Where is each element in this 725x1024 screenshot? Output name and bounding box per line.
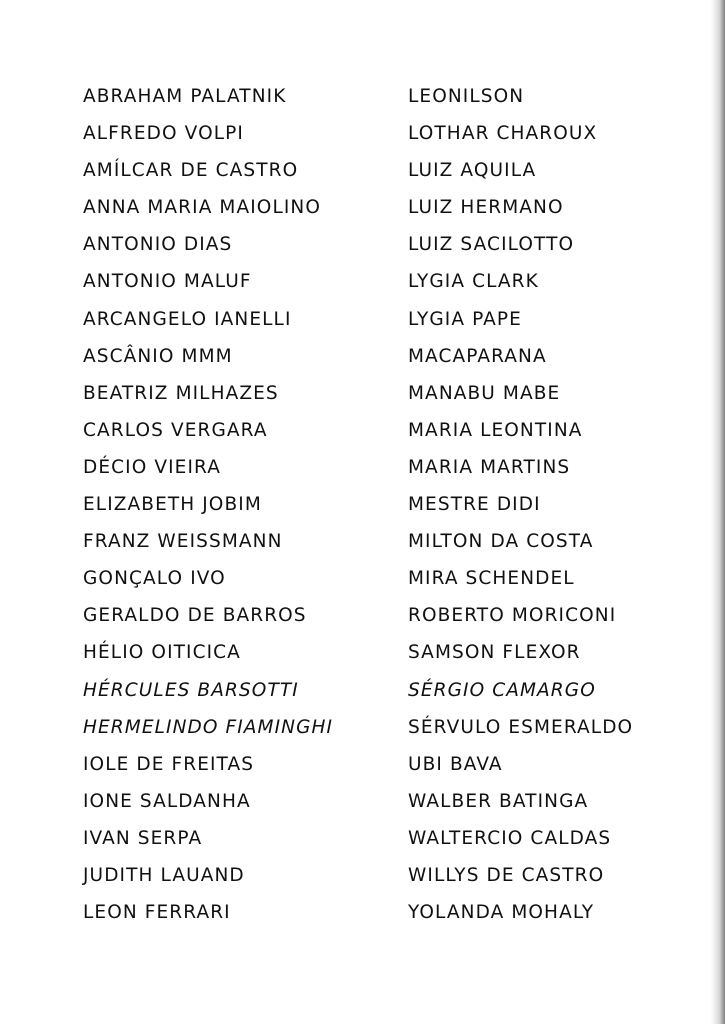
artist-name: LUIZ HERMANO: [408, 197, 564, 219]
artist-name: ASCÂNIO MMM: [83, 345, 233, 367]
artist-name: LYGIA PAPE: [408, 308, 522, 330]
artist-name: LYGIA CLARK: [408, 271, 539, 293]
artist-name: ANNA MARIA MAIOLINO: [83, 197, 322, 219]
artist-name: SÉRVULO ESMERALDO: [408, 716, 634, 738]
artist-name: MIRA SCHENDEL: [408, 568, 575, 590]
artist-name: ELIZABETH JOBIM: [83, 494, 262, 516]
artist-name: IONE SALDANHA: [83, 790, 251, 812]
artist-name: WALBER BATINGA: [408, 790, 589, 812]
artist-name: WILLYS DE CASTRO: [408, 864, 605, 886]
artist-name: GONÇALO IVO: [83, 568, 226, 590]
artist-name: ANTONIO MALUF: [83, 271, 252, 293]
artist-name: HERMELINDO FIAMINGHI: [83, 716, 334, 738]
artist-name: GERALDO DE BARROS: [83, 605, 307, 627]
artist-name: MARIA MARTINS: [408, 456, 571, 478]
artist-name: IOLE DE FREITAS: [83, 753, 255, 775]
artist-name: MACAPARANA: [408, 345, 547, 367]
artist-name: LOTHAR CHAROUX: [408, 123, 598, 145]
artist-name: ROBERTO MORICONI: [408, 605, 617, 627]
artist-name: SAMSON FLEXOR: [408, 642, 581, 664]
artist-name: MESTRE DIDI: [408, 494, 541, 516]
artist-name: LUIZ SACILOTTO: [408, 234, 575, 256]
artist-name: LEON FERRARI: [83, 902, 231, 924]
artist-name: FRANZ WEISSMANN: [83, 531, 283, 553]
artist-name: ANTONIO DIAS: [83, 234, 233, 256]
artist-name: HÉLIO OITICICA: [83, 642, 241, 664]
artist-list-right-column: [408, 78, 633, 931]
artist-name: JUDITH LAUAND: [83, 864, 245, 886]
artist-name: UBI BAVA: [408, 753, 503, 775]
artist-name: CARLOS VERGARA: [83, 419, 268, 441]
artist-name: MILTON DA COSTA: [408, 531, 594, 553]
artist-name: MANABU MABE: [408, 382, 561, 404]
artist-name: ABRAHAM PALATNIK: [83, 86, 287, 107]
artist-name: BEATRIZ MILHAZES: [83, 382, 279, 404]
artist-list-left-column: [83, 78, 333, 931]
artist-name: IVAN SERPA: [83, 827, 203, 849]
artist-name: HÉRCULES BARSOTTI: [83, 679, 299, 701]
artist-name: SÉRGIO CAMARGO: [408, 679, 596, 701]
artist-name: MARIA LEONTINA: [408, 419, 583, 441]
artist-name: DÉCIO VIEIRA: [83, 456, 221, 478]
artist-name: WALTERCIO CALDAS: [408, 827, 612, 849]
artist-name: LEONILSON: [408, 86, 525, 107]
page-edge-shadow: [711, 0, 725, 1024]
artist-name: LUIZ AQUILA: [408, 160, 537, 182]
artist-name: ARCANGELO IANELLI: [83, 308, 292, 330]
artist-name: ALFREDO VOLPI: [83, 123, 244, 145]
artist-name: YOLANDA MOHALY: [408, 902, 595, 924]
artist-name: AMÍLCAR DE CASTRO: [83, 160, 299, 182]
